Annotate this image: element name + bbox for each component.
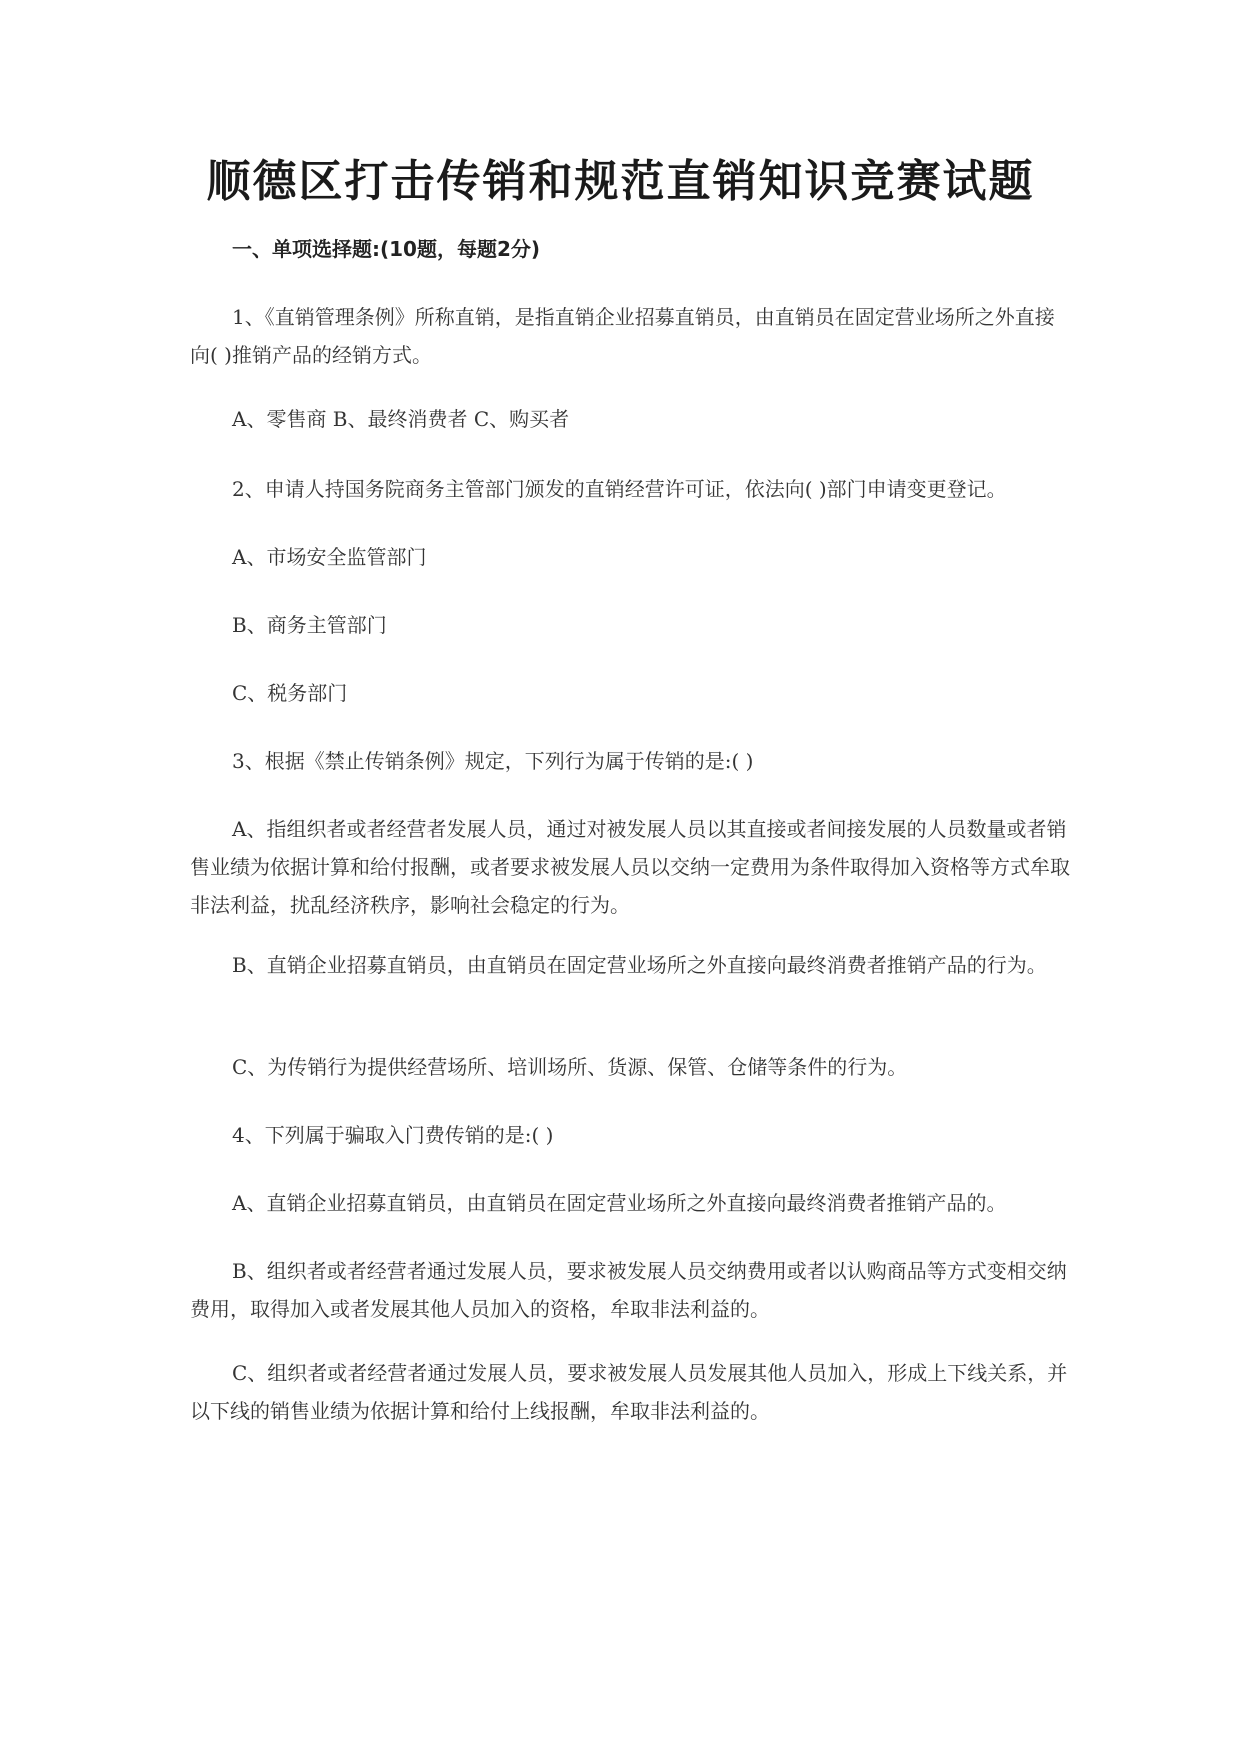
question-1-option-line: A、零售商 B、最终消费者 C、购买者 <box>232 407 570 431</box>
question-4-stem: 4、下列属于骗取入门费传销的是:( ) <box>232 1123 554 1147</box>
question-4-option-c: C、组织者或者经营者通过发展人员，要求被发展人员发展其他人员加入，形成上下线关系，并以下线的销售业绩为依据计算和给付上线报酬，牟取非法利益的。 <box>190 1361 1068 1423</box>
question-4-option-a: A、直销企业招募直销员，由直销员在固定营业场所之外直接向最终消费者推销产品的。 <box>232 1191 1007 1215</box>
question-2-option-b: B、商务主管部门 <box>232 613 387 637</box>
question-2-option-a: A、市场安全监管部门 <box>232 545 427 569</box>
question-3-stem: 3、根据《禁止传销条例》规定，下列行为属于传销的是:( ) <box>232 749 754 773</box>
question-3-option-b: B、直销企业招募直销员，由直销员在固定营业场所之外直接向最终消费者推销产品的行为。 <box>232 953 1047 977</box>
question-1-stem: 1、《直销管理条例》所称直销，是指直销企业招募直销员，由直销员在固定营业场所之外直接向( )推销产品的经销方式。 <box>190 305 1055 367</box>
question-3-option-c: C、为传销行为提供经营场所、培训场所、货源、保管、仓储等条件的行为。 <box>232 1055 908 1079</box>
question-2-option-c: C、税务部门 <box>232 681 348 705</box>
question-4-option-b: B、组织者或者经营者通过发展人员，要求被发展人员交纳费用或者以认购商品等方式变相交纳费用，取得加入或者发展其他人员加入的资格，牟取非法利益的。 <box>190 1259 1067 1321</box>
document-title: 顺德区打击传销和规范直销知识竞赛试题 <box>206 156 1035 207</box>
section-heading: 一、单项选择题:(10题，每题2分) <box>232 237 541 261</box>
question-2-stem: 2、申请人持国务院商务主管部门颁发的直销经营许可证，依法向( )部门申请变更登记。 <box>232 477 1007 501</box>
question-3-option-a: A、指组织者或者经营者发展人员，通过对被发展人员以其直接或者间接发展的人员数量或者销售业绩为依据计算和给付报酬，或者要求被发展人员以交纳一定费用为条件取得加入资格等方式牟取非法利益，扰乱经济秩序，影响社会稳定的行为。 <box>190 817 1070 917</box>
